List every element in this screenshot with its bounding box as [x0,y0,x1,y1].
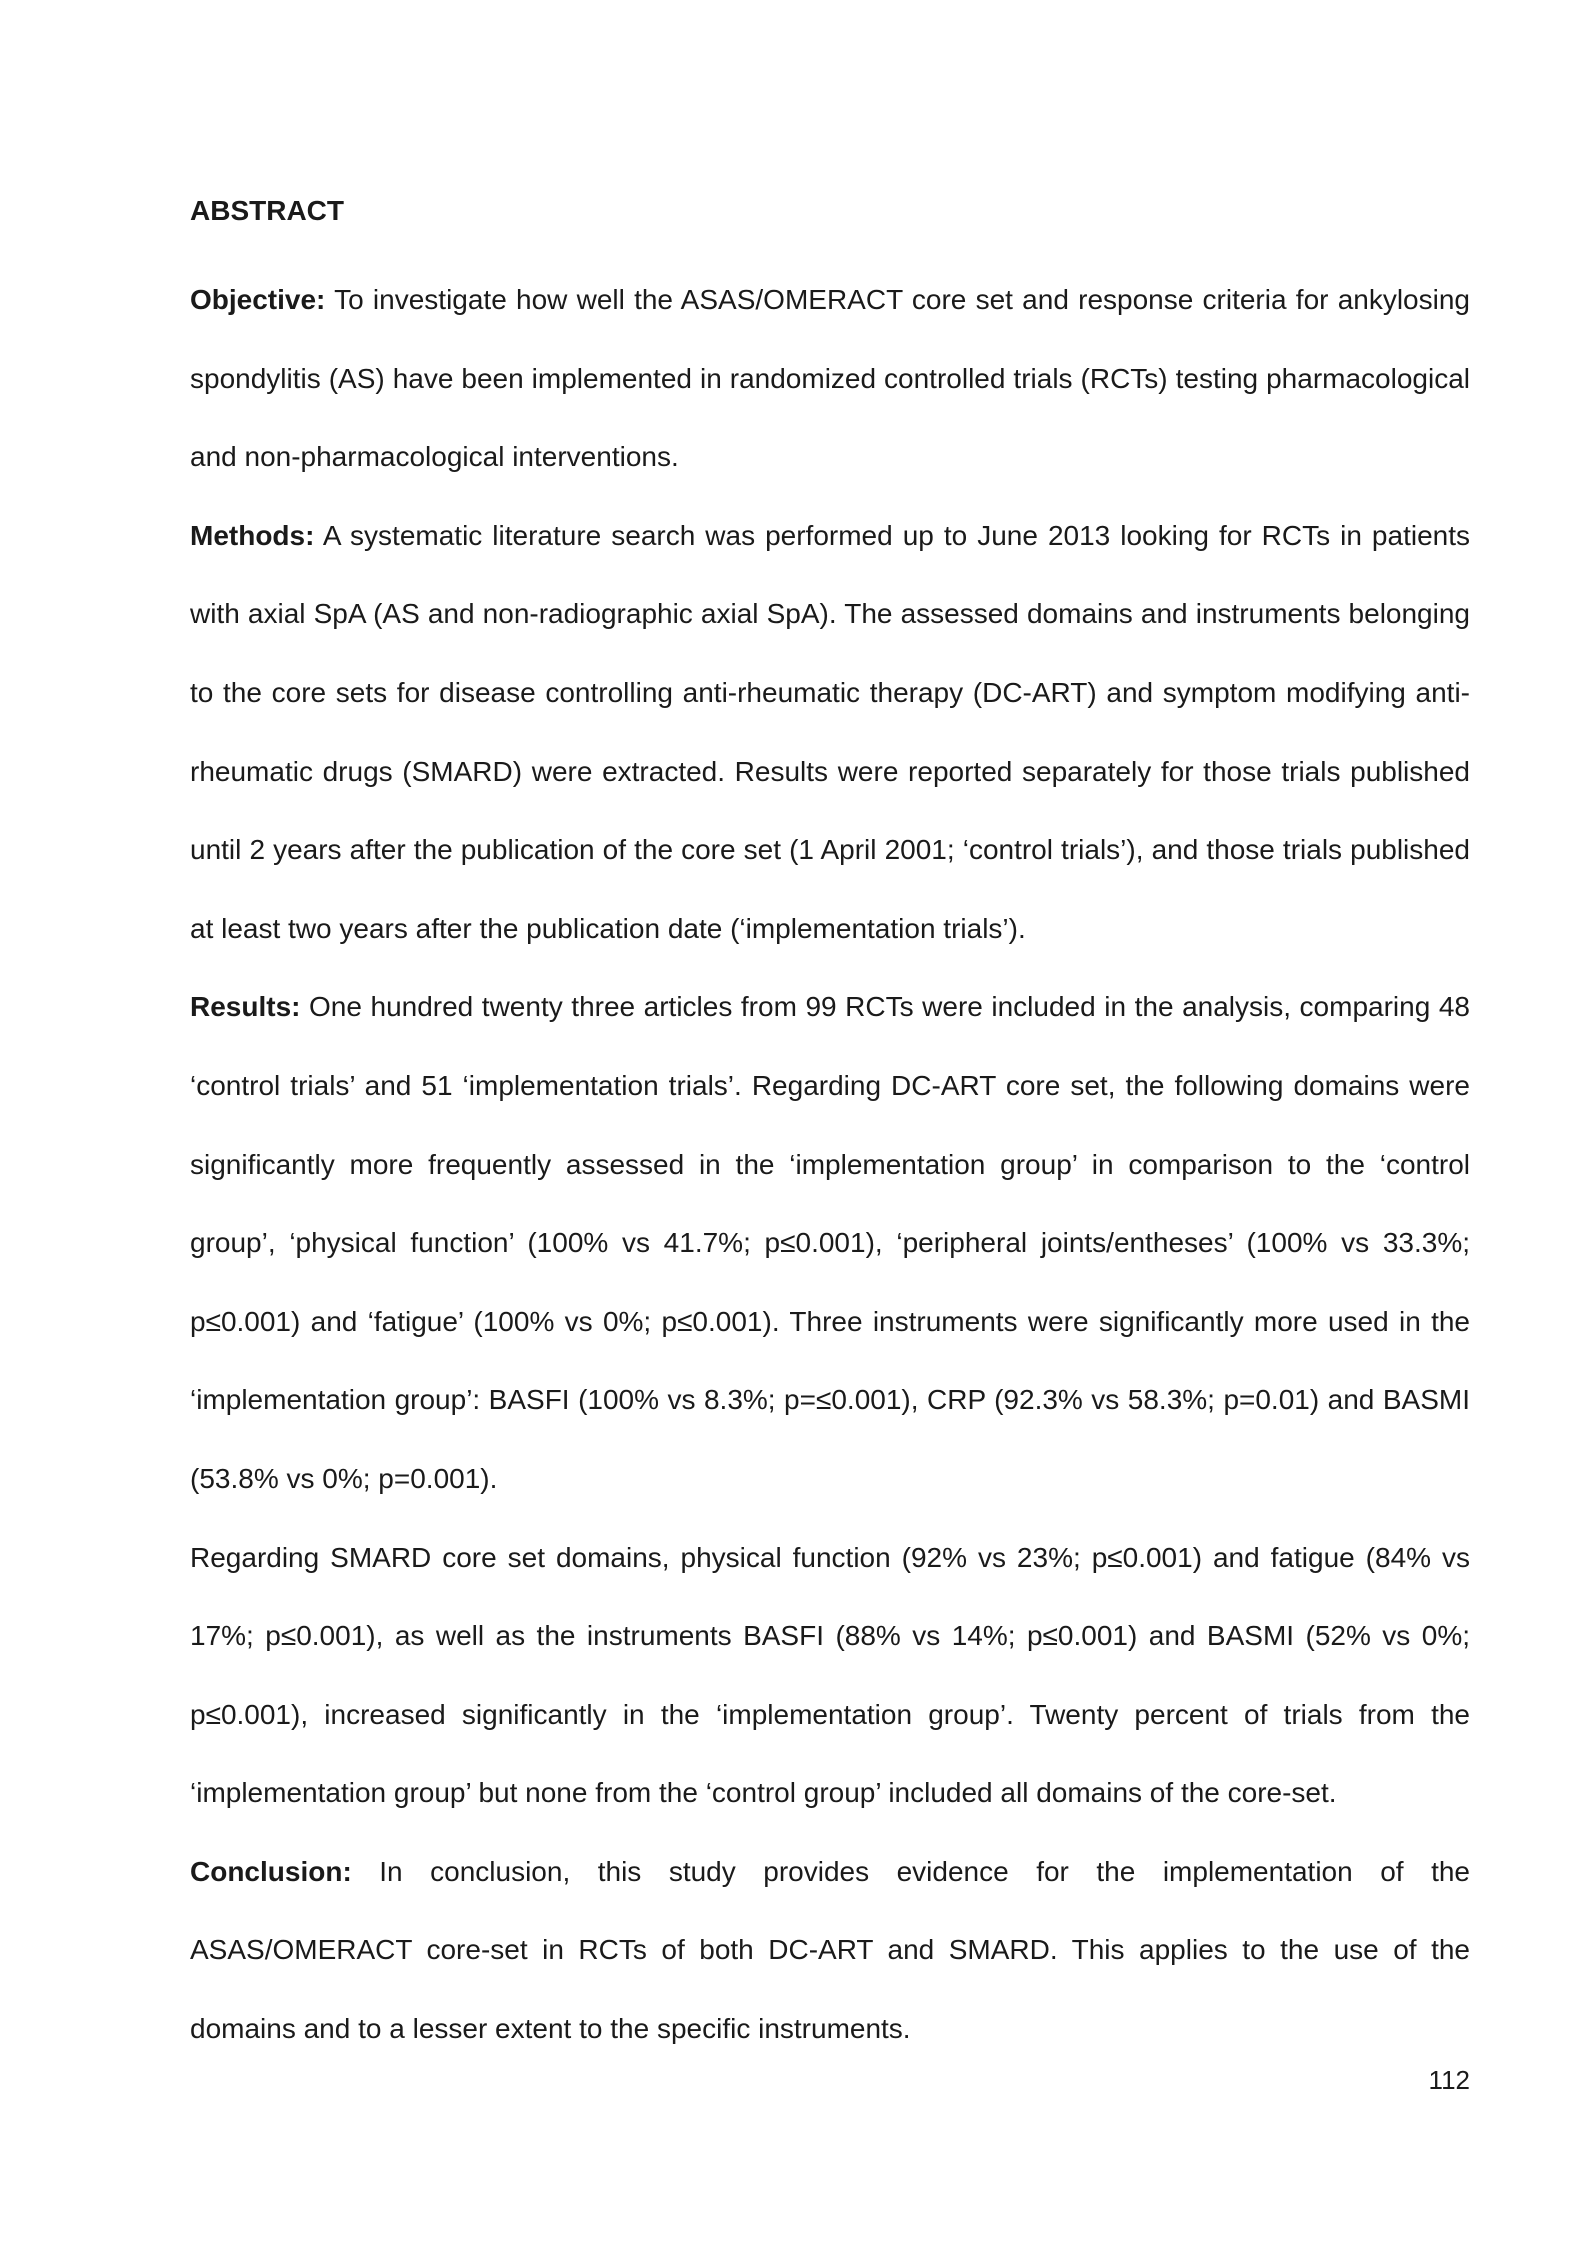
objective-paragraph [190,261,1470,497]
results-continuation-paragraph: Regarding SMARD core set domains, physical function (92% vs 23%; p≤0.001) and fatigue (84% vs 17%; p≤0.001), as well as the instruments BASFI (88% vs 14%; p≤0.001) and BASMI (52% vs 0%; p≤0.001), increased significantly in the ‘implementation group’. Twenty percent of trials from the ‘implementation group’ but none from the ‘control group’ included all domains of the core-set. [190,1541,1470,1809]
objective-label: Objective: [190,284,326,315]
conclusion-paragraph [190,1833,1470,2069]
page-number: 112 [1428,2065,1470,2095]
results-label: Results: [190,991,301,1023]
abstract-heading: ABSTRACT [190,195,344,226]
conclusion-label: Conclusion: [190,1855,352,1887]
methods-paragraph [190,497,1470,969]
conclusion-text: In conclusion, this study provides evidence for the implementation of the ASAS/OMERACT core-set in RCTs of both DC-ART and SMARD. This applies to the use of the domains and to a lesser extent to the specific instruments. [190,1855,1470,2045]
methods-label: Methods: [190,519,315,551]
methods-text: A systematic literature search was performed up to June 2013 looking for RCTs in patients with axial SpA (AS and non-radiographic axial SpA). The assessed domains and instruments belonging to the core sets for disease controlling anti-rheumatic therapy (DC-ART) and symptom modifying anti-rheumatic drugs (SMARD) were extracted. Results were reported separately for those trials published until 2 years after the publication of the core set (1 April 2001; ‘control trials’), and those trials published at least two years after the publication date (‘implementation trials’). [190,519,1470,944]
objective-text: To investigate how well the ASAS/OMERACT core set and response criteria for ankylosing spondylitis (AS) have been implemented in randomized controlled trials (RCTs) testing pharmacological and non-pharmacological interventions. [190,284,1470,473]
abstract-section [190,181,1470,2069]
results-paragraph [190,968,1470,1518]
results-text: One hundred twenty three articles from 99 RCTs were included in the analysis, comparing 48 ‘control trials’ and 51 ‘implementation trials’. Regarding DC-ART core set, the following domains were significantly more frequently assessed in the ‘implementation group’ in comparison to the ‘control group’, ‘physical function’ (100% vs 41.7%; p≤0.001), ‘peripheral joints/entheses’ (100% vs 33.3%; p≤0.001) and ‘fatigue’ (100% vs 0%; p≤0.001). Three instruments were significantly more used in the ‘implementation group’: BASFI (100% vs 8.3%; p=≤0.001), CRP (92.3% vs 58.3%; p=0.01) and BASMI (53.8% vs 0%; p=0.001). [190,991,1470,1494]
